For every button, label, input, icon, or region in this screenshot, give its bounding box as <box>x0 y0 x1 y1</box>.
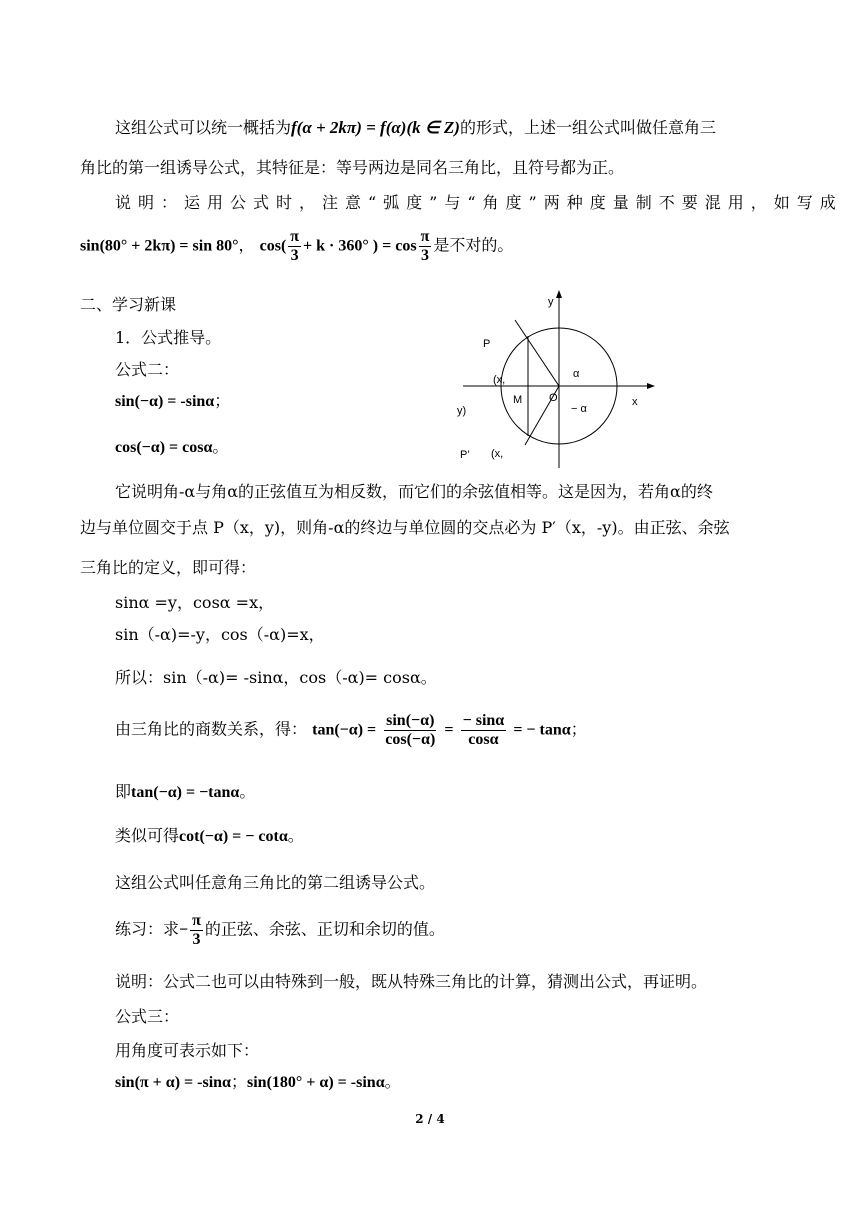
cot-result: 类似可得cot(−α) = − cotα。 <box>115 826 304 845</box>
section-heading: 二、学习新课 <box>80 295 177 314</box>
explanation-line-3: 三角比的定义，即可得： <box>80 558 257 577</box>
exercise: 练习：求− $\frac{\pi}{3}$ 的正弦、余弦、正切和余切的值。 <box>115 912 445 948</box>
unit-circle-diagram <box>455 285 665 470</box>
paren-xy-bottom: (x, <box>491 448 504 460</box>
formula-three: sin(π + α) = -sinα；sin(180° + α) = -sinα。 <box>115 1072 401 1091</box>
x-label: x <box>632 396 638 408</box>
general-formula: f(α + 2kπ) = f(α)(k ∈ Z) <box>291 118 460 137</box>
subsection-title: 1．公式推导。 <box>115 328 222 347</box>
y-close-label: y) <box>457 405 467 417</box>
explanation-line-2: 边与单位圆交于点 P（x，y)，则角-α的终边与单位圆的交点必为 P′（x，-y)。由正弦、余弦 <box>80 518 730 537</box>
equation-line-2: sin（-α)=-y，cos（-α)=x， <box>115 625 325 644</box>
m-label: M <box>513 394 523 406</box>
explanation-line-1: 它说明角-α与角α的正弦值互为相反数，而它们的余弦值相等。这是因为，若角α的终 <box>115 482 713 501</box>
intro-note: 说明：运用公式时，注意“弧度”与“角度”两种度量制不要混用，如写成 <box>115 193 843 212</box>
intro-note-example: sin(80° + 2kπ) = sin 80°， cos( $\frac{\pi}{3}$ + k · 360° ) = cos $\frac{\pi}{3}$ 是不对的。 <box>80 228 514 264</box>
p-prime-label: P’ <box>460 449 470 461</box>
p-label: P <box>483 338 491 350</box>
neg-alpha-label: − α <box>571 403 587 415</box>
tan-derivation: 由三角比的商数关系，得： tan(−α) = $\frac{\sin(-\alpha)}{\cos(-\alpha)}$ = $\frac{- \sin\alpha}{\cos\alpha}$ = − tanα； <box>115 712 587 748</box>
y-label: y <box>548 296 554 308</box>
note-two: 说明：公式二也可以由特殊到一般，既从特殊三角比的计算，猜测出公式，再证明。 <box>115 972 708 991</box>
summary: 这组公式叫任意角三角比的第二组诱导公式。 <box>115 873 436 892</box>
x-axis-arrow <box>647 383 655 389</box>
formula-two-cos: cos(−α) = cosα。 <box>115 437 229 456</box>
formula-two-title: 公式二： <box>115 360 180 379</box>
equation-line-1: sinα =y，cosα =x， <box>115 593 275 612</box>
intro-line-2: 角比的第一组诱导公式，其特征是：等号两边是同名三角比，且符号都为正。 <box>80 158 625 177</box>
formula-three-title: 公式三： <box>115 1007 180 1026</box>
origin-label: O <box>549 392 558 404</box>
formula-two-sin: sin(−α) = -sinα； <box>115 391 231 410</box>
y-axis-arrow <box>556 290 562 298</box>
terminal-side-alpha <box>515 320 559 386</box>
alpha-label: α <box>573 368 580 380</box>
page-number: 2 / 4 <box>415 1112 445 1126</box>
angle-intro: 用角度可表示如下： <box>115 1041 260 1060</box>
equation-line-3: 所以：sin（-α)= -sinα，cos（-α)= cosα。 <box>115 668 437 687</box>
tan-result: 即tan(−α) = −tanα。 <box>115 782 256 801</box>
paren-xy-top: (x, <box>493 374 506 386</box>
intro-line-1: 这组公式可以统一概括为f(α + 2kπ) = f(α)(k ∈ Z)的形式，上述一组公式叫做任意角三 <box>115 118 716 137</box>
